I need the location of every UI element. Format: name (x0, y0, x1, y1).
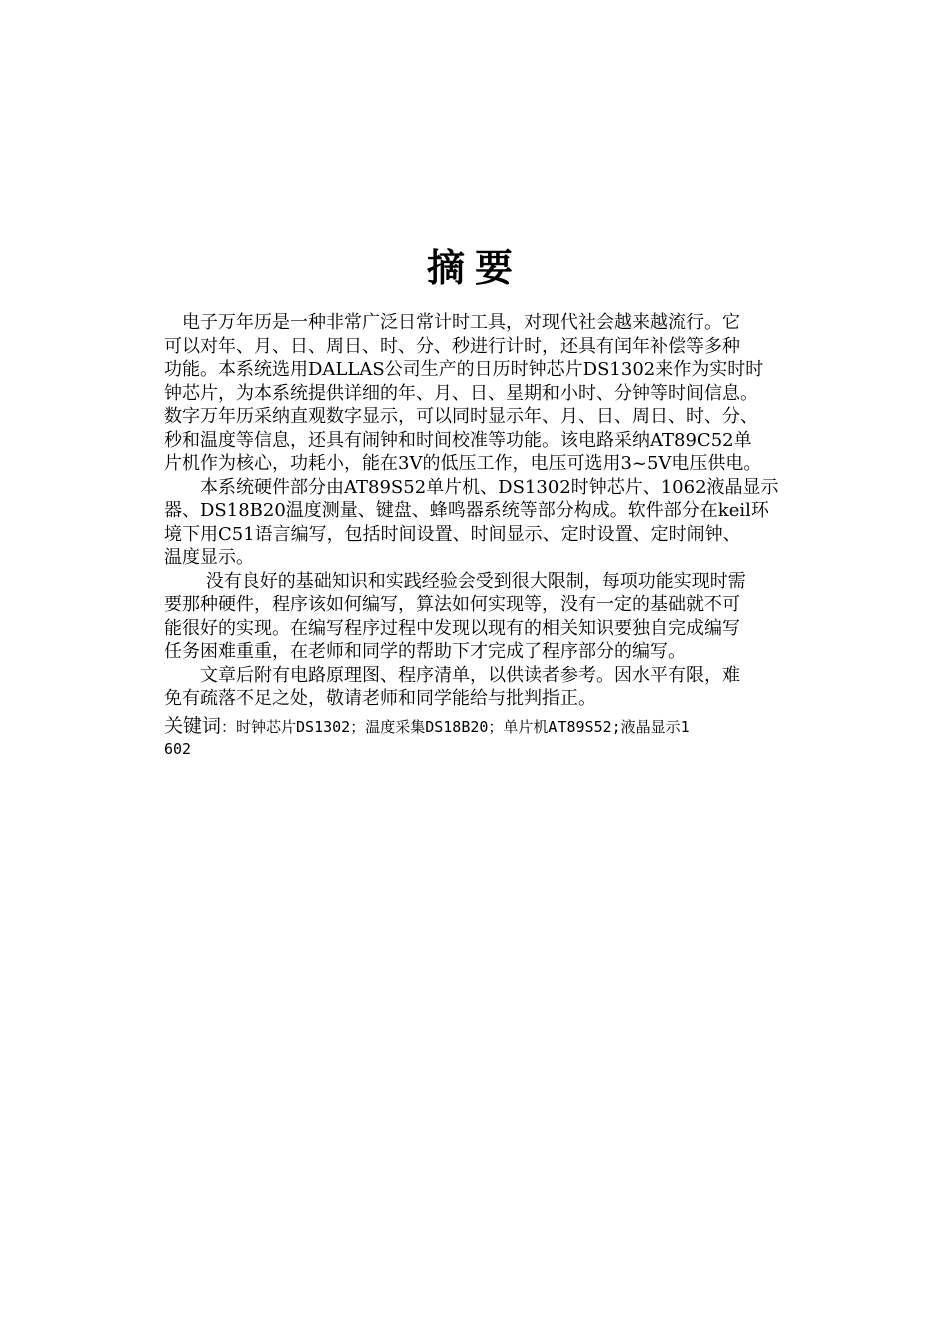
page-title: 摘要 (426, 246, 523, 290)
abstract-line: 要那种硬件，程序该如何编写，算法如何实现等，没有一定的基础就不可 (164, 594, 740, 615)
keywords-colon: ： (221, 718, 237, 736)
keywords-line (164, 715, 800, 738)
keywords-text-continued: 602 (164, 740, 192, 758)
keywords-line (164, 738, 800, 761)
abstract-line: 数字万年历采纳直观数字显示，可以同时显示年、月、日、周日、时、分、 (164, 406, 758, 427)
keywords-text: 时钟芯片DS1302；温度采集DS18B20；单片机AT89S52;液晶显示1 (236, 718, 690, 736)
abstract-line: 秒和温度等信息，还具有闹钟和时间校准等功能。该电路采纳AT89C52单 (164, 429, 752, 451)
abstract-line: 片机作为核心，功耗小，能在3V的低压工作，电压可选用3~5V电压供电。 (164, 453, 762, 474)
abstract-line: 免有疏落不足之处，敬请老师和同学能给与批判指正。 (164, 688, 596, 709)
abstract-line: 没有良好的基础知识和实践经验会受到很大限制，每项功能实现时需 (164, 570, 746, 592)
abstract-line: 可以对年、月、日、周日、时、分、秒进行计时，还具有闰年补偿等多种 (164, 335, 740, 357)
abstract-line: 钟芯片，为本系统提供详细的年、月、日、星期和小时、分钟等时间信息。 (164, 382, 758, 404)
abstract-line: 任务困难重重，在老师和同学的帮助下才完成了程序部分的编写。 (164, 641, 686, 662)
abstract-line: 功能。本系统选用DALLAS公司生产的日历时钟芯片DS1302来作为实时时 (164, 359, 764, 380)
keywords-label: 关键词 (164, 715, 222, 737)
abstract-line: 本系统硬件部分由AT89S52单片机、DS1302时钟芯片、1062液晶显示 (164, 476, 779, 498)
keywords-section (164, 715, 800, 761)
abstract-line: 境下用C51语言编写，包括时间设置、时间显示、定时设置、定时闹钟、 (164, 523, 741, 545)
abstract-line: 温度显示。 (164, 547, 254, 568)
abstract-body (164, 311, 800, 711)
abstract-line: 器、DS18B20温度测量、键盘、蜂鸣器系统等部分构成。软件部分在keil环 (164, 500, 769, 521)
abstract-line: 电子万年历是一种非常广泛日常计时工具，对现代社会越来越流行。它 (164, 312, 740, 333)
abstract-line: 能很好的实现。在编写程序过程中发现以现有的相关知识要独自完成编写 (164, 617, 740, 639)
abstract-line: 文章后附有电路原理图、程序清单，以供读者参考。因水平有限，难 (164, 664, 740, 686)
